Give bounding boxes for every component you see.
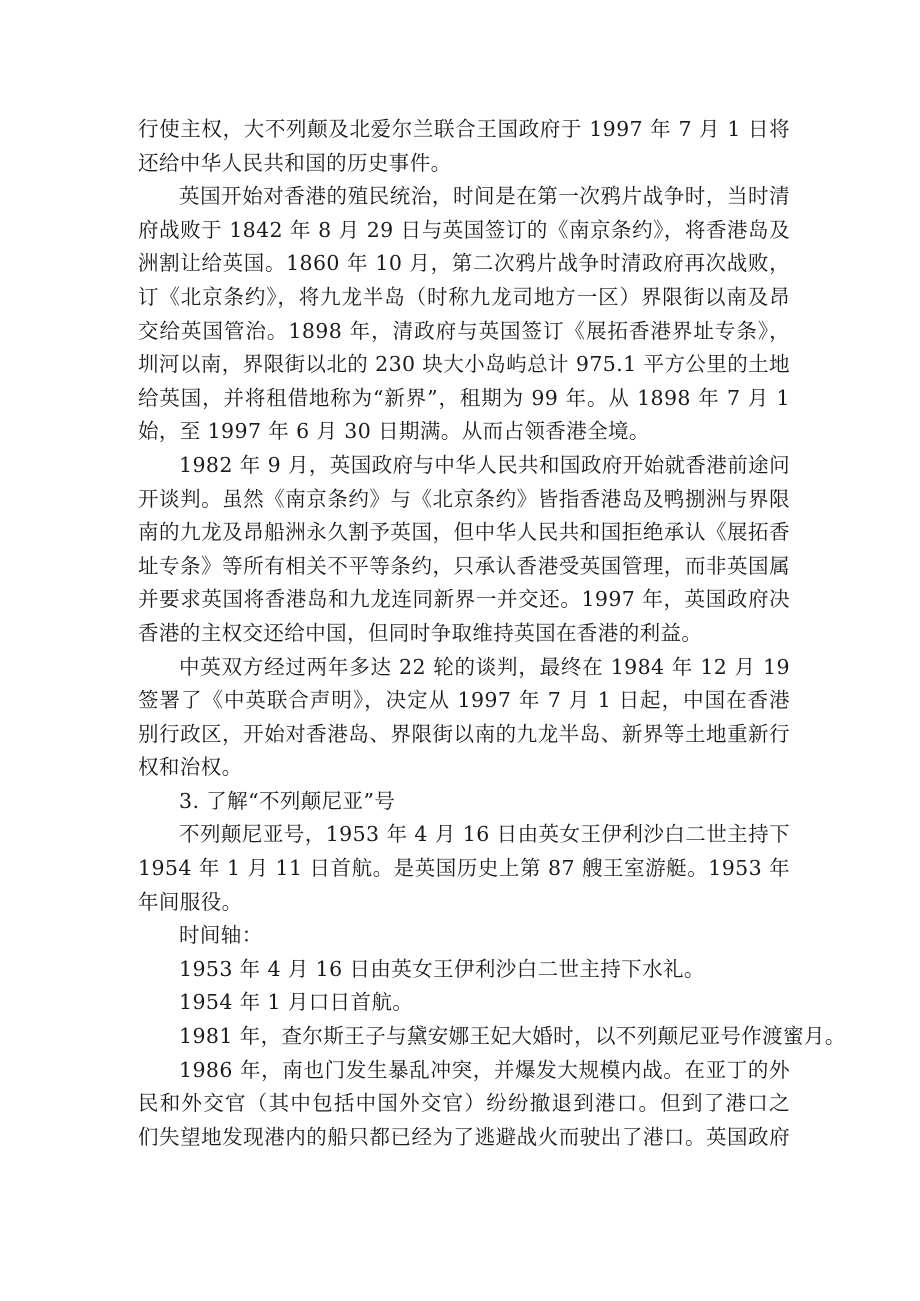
text-line: 开谈判。虽然《南京条约》与《北京条约》皆指香港岛及鸭捌洲与界限 <box>138 486 790 511</box>
text-line: 1982 年 9 月，英国政府与中华人民共和国政府开始就香港前途问 <box>179 452 790 477</box>
text-line: 民和外交官（其中包括中国外交官）纷纷撤退到港口。但到了港口之 <box>138 1091 790 1116</box>
text-line: 们失望地发现港内的船只都已经为了逃避战火而驶出了港口。英国政府 <box>138 1124 790 1149</box>
text-line: 给英国，并将租借地称为“新界”，租期为 99 年。从 1898 年 7 月 1 <box>138 385 790 410</box>
text-line: 年间服役。 <box>138 889 243 914</box>
timeline-entry: 1954 年 1 月口日首航。 <box>179 990 414 1015</box>
body-text <box>138 113 846 1154</box>
text-line: 1954 年 1 月 11 日首航。是英国历史上第 87 艘王室游艇。1953 年 <box>138 856 790 881</box>
section-heading: 3. 了解“不列颠尼亚”号 <box>179 788 396 813</box>
text-line: 中英双方经过两年多达 22 轮的谈判，最终在 1984 年 12 月 19 <box>179 654 790 679</box>
text-line: 交给英国管治。1898 年，清政府与英国签订《展拓香港界址专条》， <box>138 318 790 343</box>
text-line: 香港的主权交还给中国，但同时争取维持英国在香港的利益。 <box>138 620 703 645</box>
text-line: 府战败于 1842 年 8 月 29 日与英国签订的《南京条约》，将香港岛及 <box>138 217 790 242</box>
text-line: 签署了《中英联合声明》，决定从 1997 年 7 月 1 日起，中国在香港 <box>138 688 790 713</box>
timeline-entry: 1953 年 4 月 16 日由英女王伊利沙白二世主持下水礼。 <box>179 956 705 981</box>
text-line: 英国开始对香港的殖民统治，时间是在第一次鸦片战争时，当时清 <box>179 184 790 209</box>
text-line: 址专条》等所有相关不平等条约，只承认香港受英国管理，而非英国属 <box>138 553 790 578</box>
timeline-entry: 1986 年，南也门发生暴乱冲突，并爆发大规模内战。在亚丁的外 <box>179 1057 790 1082</box>
text-line: 圳河以南，界限街以北的 230 块大小岛屿总计 975.1 平方公里的土地 <box>138 352 790 377</box>
text-line: 始，至 1997 年 6 月 30 日期满。从而占领香港全境。 <box>138 419 650 444</box>
text-line: 并要求英国将香港岛和九龙连同新界一并交还。1997 年，英国政府决 <box>138 587 790 612</box>
timeline-entry: 1981 年，查尔斯王子与黛安娜王妃大婚时，以不列颠尼亚号作渡蜜月。 <box>179 1024 846 1049</box>
text-line: 行使主权，大不列颠及北爱尔兰联合王国政府于 1997 年 7 月 1 日将 <box>138 117 790 141</box>
text-line: 权和治权。 <box>138 755 243 780</box>
text-line: 南的九龙及昂船洲永久割予英国，但中华人民共和国拒绝承认《展拓香 <box>138 520 790 545</box>
text-line: 订《北京条约》，将九龙半岛（时称九龙司地方一区）界限街以南及昂 <box>138 284 790 309</box>
text-line: 洲割让给英国。1860 年 10 月，第二次鸦片战争时清政府再次战败， <box>138 251 790 276</box>
timeline-label: 时间轴： <box>179 923 263 948</box>
text-line: 别行政区，开始对香港岛、界限街以南的九龙半岛、新界等土地重新行 <box>138 721 790 746</box>
text-line: 不列颠尼亚号，1953 年 4 月 16 日由英女王伊利沙白二世主持下 <box>179 822 790 847</box>
text-line: 还给中华人民共和国的历史事件。 <box>138 150 452 175</box>
